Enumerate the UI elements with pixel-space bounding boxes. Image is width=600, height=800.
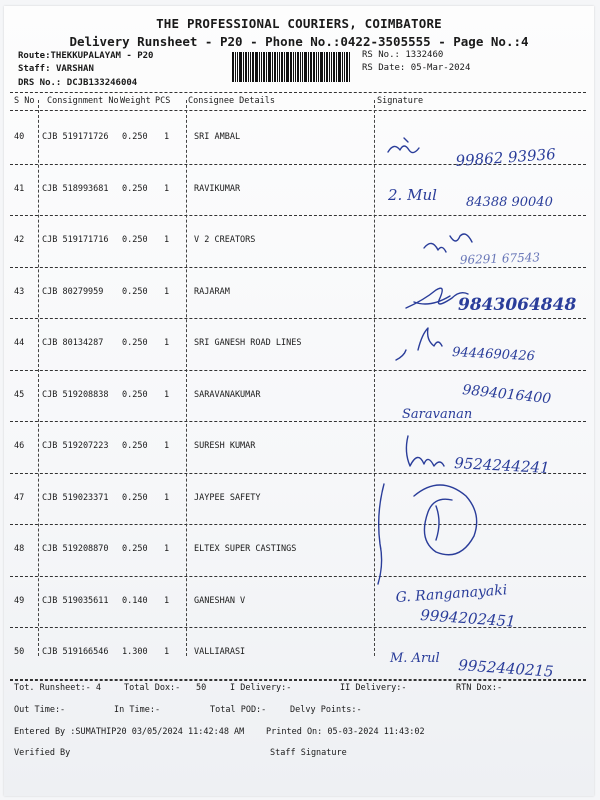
col-signature: Signature <box>377 96 424 106</box>
row-divider <box>10 421 586 422</box>
row-sno: 42 <box>14 235 25 245</box>
row-consignee: RAJARAM <box>194 286 230 297</box>
row-weight: 0.250 <box>122 389 148 400</box>
col-consignee: Consignee Details <box>188 96 275 106</box>
row-divider <box>10 576 586 577</box>
rs-date-label: RS Date: <box>362 63 406 73</box>
row-sno: 49 <box>14 595 25 606</box>
runsheet-title: Delivery Runsheet - P20 - Phone No.:0422-3505555 - Page No.:4 <box>69 34 529 49</box>
table-row <box>4 114 594 165</box>
handwritten-phone: 9524244241 <box>453 454 551 477</box>
row-sno: 46 <box>14 441 25 451</box>
row-consignment-no: CJB 519166546 <box>42 647 109 657</box>
handwritten-phone: 9894016400 <box>461 382 552 408</box>
handwritten-name: 2. Mul <box>388 186 437 204</box>
runsheet-page <box>4 6 594 796</box>
row-consignment-no: CJB 519171726 <box>42 132 109 142</box>
row-weight: 0.250 <box>122 235 148 245</box>
row-sno: 45 <box>14 389 25 400</box>
ii-delivery: II Delivery:- <box>340 683 407 693</box>
staff-signature: Staff Signature <box>270 748 347 758</box>
row-sno: 48 <box>14 544 25 554</box>
row-divider <box>10 164 586 165</box>
tot-runsheet: Tot. Runsheet:- 4 <box>14 683 101 693</box>
route-label: Route: <box>18 51 51 61</box>
row-consignment-no: CJB 80134287 <box>42 338 104 348</box>
row-consignee: VALLIARASI <box>194 647 246 657</box>
entered-by: Entered By :SUMATHIP20 03/05/2024 11:42:48 AM <box>14 727 245 737</box>
drs-label: DRS No.: <box>18 78 62 88</box>
row-divider <box>10 215 586 216</box>
row-consignment-no: CJB 519023371 <box>42 492 109 503</box>
row-weight: 0.250 <box>122 183 148 194</box>
in-time: In Time:- <box>114 705 161 715</box>
row-consignee: RAVIKUMAR <box>194 183 241 194</box>
row-consignee: JAYPEE SAFETY <box>194 492 261 503</box>
table-row <box>4 629 594 680</box>
row-pcs: 1 <box>164 338 170 348</box>
printed-on: Printed On: 05-03-2024 11:43:02 <box>266 727 425 737</box>
row-pcs: 1 <box>164 389 170 400</box>
col-weight: Weight <box>120 96 151 106</box>
row-weight: 1.300 <box>122 647 148 657</box>
handwritten-phone: 9843064848 <box>458 295 577 315</box>
handwritten-phone: 9952440215 <box>457 656 555 681</box>
columns-divider <box>10 110 586 111</box>
company-title: THE PROFESSIONAL COURIERS, COIMBATORE <box>156 16 442 31</box>
row-sno: 50 <box>14 647 25 657</box>
route-value: THEKKUPALAYAM - P20 <box>50 51 154 61</box>
delvy-points: Delvy Points:- <box>290 705 362 715</box>
row-consignee: SURESH KUMAR <box>194 441 256 451</box>
table-row <box>4 372 594 423</box>
column-headers <box>4 96 594 110</box>
row-consignee: GANESHAN V <box>194 595 246 606</box>
row-sno: 47 <box>14 492 25 503</box>
row-pcs: 1 <box>164 132 170 142</box>
row-consignee: V 2 CREATORS <box>194 235 256 245</box>
handwritten-name: G. Ranganayaki <box>395 582 508 606</box>
table-row <box>4 526 594 577</box>
row-weight: 0.250 <box>122 286 148 297</box>
table-row <box>4 423 594 474</box>
row-weight: 0.250 <box>122 338 148 348</box>
staff-label: Staff: <box>18 64 51 74</box>
rs-no-field <box>362 50 443 60</box>
row-pcs: 1 <box>164 544 170 554</box>
rs-date-field <box>362 63 470 73</box>
row-weight: 0.250 <box>122 441 148 451</box>
row-consignment-no: CJB 519207223 <box>42 441 109 451</box>
out-time: Out Time:- <box>14 705 66 715</box>
row-consignment-no: CJB 80279959 <box>42 286 104 297</box>
row-consignment-no: CJB 519171716 <box>42 235 109 245</box>
table-row <box>4 475 594 526</box>
row-consignment-no: CJB 519208870 <box>42 544 109 554</box>
row-consignment-no: CJB 518993681 <box>42 183 109 194</box>
barcode <box>232 52 358 82</box>
row-sno: 43 <box>14 286 25 297</box>
row-divider <box>10 267 586 268</box>
handwritten-phone: 9994202451 <box>419 606 517 631</box>
col-sno: S No <box>14 96 35 106</box>
row-consignee: ELTEX SUPER CASTINGS <box>194 544 297 554</box>
row-pcs: 1 <box>164 183 170 194</box>
row-sno: 41 <box>14 183 25 194</box>
verified-by: Verified By <box>14 748 71 758</box>
header-divider <box>10 92 586 93</box>
i-delivery: I Delivery:- <box>230 683 292 693</box>
total-dox-label: Total Dox:- <box>124 683 181 693</box>
total-dox-value: 50 <box>196 683 207 693</box>
handwritten-name: M. Arul <box>390 651 440 666</box>
row-weight: 0.250 <box>122 492 148 503</box>
staff-field <box>18 64 94 74</box>
row-pcs: 1 <box>164 492 170 503</box>
row-pcs: 1 <box>164 595 170 606</box>
handwritten-phone: 84388 90040 <box>466 195 553 210</box>
row-divider <box>10 473 586 474</box>
row-consignee: SARAVANAKUMAR <box>194 389 261 400</box>
drs-value: DCJB133246004 <box>66 78 138 88</box>
col-consignment: Consignment No <box>47 96 119 106</box>
staff-value: VARSHAN <box>55 64 94 74</box>
row-consignee: SRI GANESH ROAD LINES <box>194 338 302 348</box>
row-pcs: 1 <box>164 647 170 657</box>
table-row <box>4 166 594 217</box>
row-weight: 0.140 <box>122 595 148 606</box>
row-divider <box>10 627 586 628</box>
row-pcs: 1 <box>164 235 170 245</box>
handwritten-name: Saravanan <box>402 407 473 422</box>
table-row <box>4 578 594 629</box>
rs-no-label: RS No.: <box>362 50 400 60</box>
route-field <box>18 51 153 61</box>
row-pcs: 1 <box>164 286 170 297</box>
drs-field <box>18 78 137 88</box>
row-consignee: SRI AMBAL <box>194 132 241 142</box>
row-weight: 0.250 <box>122 132 148 142</box>
table-end-divider <box>10 680 586 681</box>
total-pod: Total POD:- <box>210 705 267 715</box>
table-row <box>4 269 594 320</box>
table-row <box>4 320 594 371</box>
row-pcs: 1 <box>164 441 170 451</box>
rtn-dox: RTN Dox:- <box>456 683 503 693</box>
handwritten-phone: 96291 67543 <box>459 250 541 267</box>
row-sno: 44 <box>14 338 25 348</box>
row-divider <box>10 524 586 525</box>
rs-no-value: 1332460 <box>405 50 444 60</box>
table-row <box>4 217 594 268</box>
handwritten-phone: 99862 93936 <box>455 145 557 170</box>
row-sno: 40 <box>14 132 25 142</box>
rs-date-value: 05-Mar-2024 <box>410 63 471 73</box>
row-consignment-no: CJB 519035611 <box>42 595 109 606</box>
row-divider <box>10 370 586 371</box>
row-weight: 0.250 <box>122 544 148 554</box>
row-consignment-no: CJB 519208838 <box>42 389 109 400</box>
col-pcs: PCS <box>155 96 171 106</box>
handwritten-phone: 9444690426 <box>451 345 536 365</box>
row-divider <box>10 318 586 319</box>
